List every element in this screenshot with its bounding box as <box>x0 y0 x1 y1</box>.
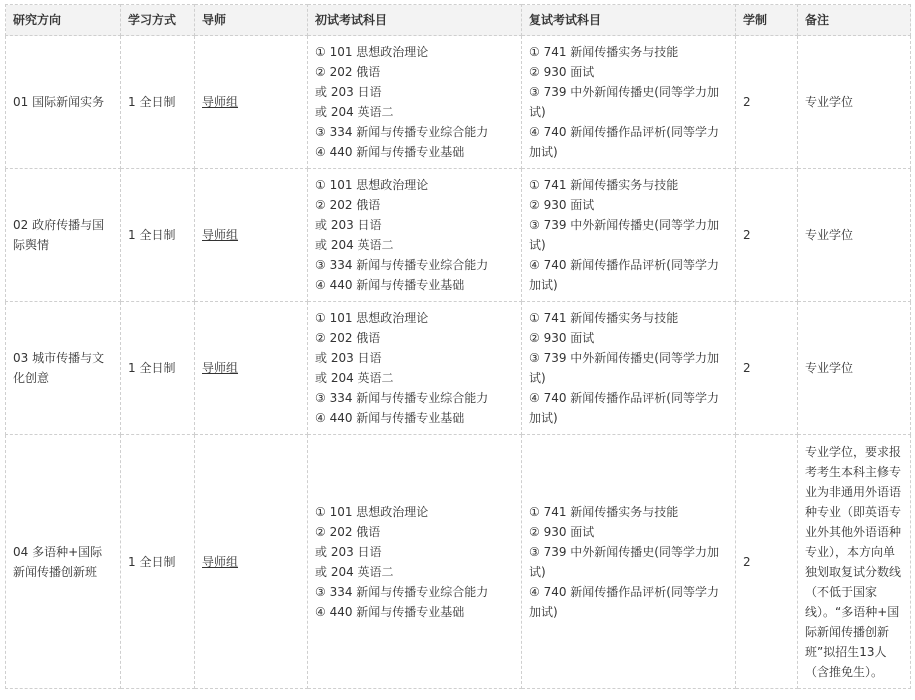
cell-advisor <box>195 435 308 689</box>
header-years: 学制 <box>736 5 798 36</box>
table-row <box>6 36 911 169</box>
exam-item: ① 741 新闻传播实务与技能 <box>529 178 679 192</box>
header-study-mode: 学习方式 <box>121 5 195 36</box>
exam-item: ② 202 俄语 <box>315 331 381 345</box>
header-row <box>6 5 911 36</box>
exam-item: ② 930 面试 <box>529 524 595 539</box>
exam-item: ③ 739 中外新闻传播史(同等学力加试) <box>529 218 719 252</box>
exam-item: 或 204 英语二 <box>315 564 394 579</box>
exam-item: ④ 440 新闻与传播专业基础 <box>315 604 465 619</box>
exam-item: 或 204 英语二 <box>315 105 394 119</box>
cell-initial-exam <box>308 169 522 302</box>
exam-item: ③ 739 中外新闻传播史(同等学力加试) <box>529 85 719 119</box>
exam-item: ③ 739 中外新闻传播史(同等学力加试) <box>529 544 719 579</box>
table-row <box>6 169 911 302</box>
exam-item: 或 203 日语 <box>315 351 382 365</box>
cell-remark: 专业学位，要求报考考生本科主修专业为非通用外语语种专业（即英语专业外其他外语语种专业），本方向单独划取复试分数线（不低于国家线）。“多语种+国际新闻传播创新班”拟招生13人（含推免生）。 <box>798 435 911 689</box>
cell-retest-exam <box>522 36 736 169</box>
exam-item: ④ 440 新闻与传播专业基础 <box>315 145 465 159</box>
exam-item: ① 741 新闻传播实务与技能 <box>529 504 679 519</box>
exam-item: ② 930 面试 <box>529 331 595 345</box>
cell-direction: 03 城市传播与文化创意 <box>6 302 121 435</box>
exam-item: 或 203 日语 <box>315 85 382 99</box>
cell-advisor <box>195 36 308 169</box>
header-initial-exam: 初试考试科目 <box>308 5 522 36</box>
admission-table <box>5 4 911 689</box>
cell-remark: 专业学位 <box>798 169 911 302</box>
cell-initial-exam <box>308 36 522 169</box>
cell-study-mode: 1 全日制 <box>121 36 195 169</box>
exam-item: ④ 440 新闻与传播专业基础 <box>315 411 465 425</box>
exam-item: ② 202 俄语 <box>315 65 381 79</box>
cell-initial-exam <box>308 435 522 689</box>
advisor-link[interactable]: 导师组 <box>202 228 239 242</box>
cell-years: 2 <box>736 169 798 302</box>
cell-years: 2 <box>736 435 798 689</box>
cell-direction: 01 国际新闻实务 <box>6 36 121 169</box>
table-row <box>6 302 911 435</box>
header-remark: 备注 <box>798 5 911 36</box>
exam-item: ③ 334 新闻与传播专业综合能力 <box>315 391 489 405</box>
exam-item: ③ 334 新闻与传播专业综合能力 <box>315 125 489 139</box>
exam-item: ④ 440 新闻与传播专业基础 <box>315 278 465 292</box>
exam-item: 或 204 英语二 <box>315 371 394 385</box>
exam-item: ④ 740 新闻传播作品评析(同等学力加试) <box>529 125 719 159</box>
header-retest-exam: 复试考试科目 <box>522 5 736 36</box>
cell-years: 2 <box>736 302 798 435</box>
exam-item: ③ 739 中外新闻传播史(同等学力加试) <box>529 351 719 385</box>
cell-direction: 02 政府传播与国际舆情 <box>6 169 121 302</box>
advisor-link[interactable]: 导师组 <box>202 554 239 569</box>
exam-item: ② 202 俄语 <box>315 524 381 539</box>
cell-retest-exam <box>522 435 736 689</box>
exam-item: ④ 740 新闻传播作品评析(同等学力加试) <box>529 391 719 425</box>
header-advisor: 导师 <box>195 5 308 36</box>
exam-item: ① 101 思想政治理论 <box>315 311 429 325</box>
cell-remark: 专业学位 <box>798 36 911 169</box>
cell-remark: 专业学位 <box>798 302 911 435</box>
exam-item: ① 101 思想政治理论 <box>315 45 429 59</box>
cell-initial-exam <box>308 302 522 435</box>
exam-item: ① 741 新闻传播实务与技能 <box>529 311 679 325</box>
cell-advisor <box>195 302 308 435</box>
cell-study-mode: 1 全日制 <box>121 169 195 302</box>
cell-retest-exam <box>522 169 736 302</box>
exam-item: ③ 334 新闻与传播专业综合能力 <box>315 258 489 272</box>
advisor-link[interactable]: 导师组 <box>202 361 239 375</box>
exam-item: ① 101 思想政治理论 <box>315 504 429 519</box>
exam-item: 或 203 日语 <box>315 544 382 559</box>
exam-item: 或 203 日语 <box>315 218 382 232</box>
table-row <box>6 435 911 689</box>
exam-item: ② 930 面试 <box>529 198 595 212</box>
exam-item: ④ 740 新闻传播作品评析(同等学力加试) <box>529 258 719 292</box>
exam-item: ③ 334 新闻与传播专业综合能力 <box>315 584 489 599</box>
exam-item: ① 741 新闻传播实务与技能 <box>529 45 679 59</box>
exam-item: ① 101 思想政治理论 <box>315 178 429 192</box>
exam-item: ④ 740 新闻传播作品评析(同等学力加试) <box>529 584 719 619</box>
exam-item: 或 204 英语二 <box>315 238 394 252</box>
cell-retest-exam <box>522 302 736 435</box>
advisor-link[interactable]: 导师组 <box>202 95 239 109</box>
cell-years: 2 <box>736 36 798 169</box>
exam-item: ② 202 俄语 <box>315 198 381 212</box>
cell-study-mode: 1 全日制 <box>121 302 195 435</box>
exam-item: ② 930 面试 <box>529 65 595 79</box>
cell-direction: 04 多语种+国际新闻传播创新班 <box>6 435 121 689</box>
cell-advisor <box>195 169 308 302</box>
header-direction: 研究方向 <box>6 5 121 36</box>
cell-study-mode: 1 全日制 <box>121 435 195 689</box>
